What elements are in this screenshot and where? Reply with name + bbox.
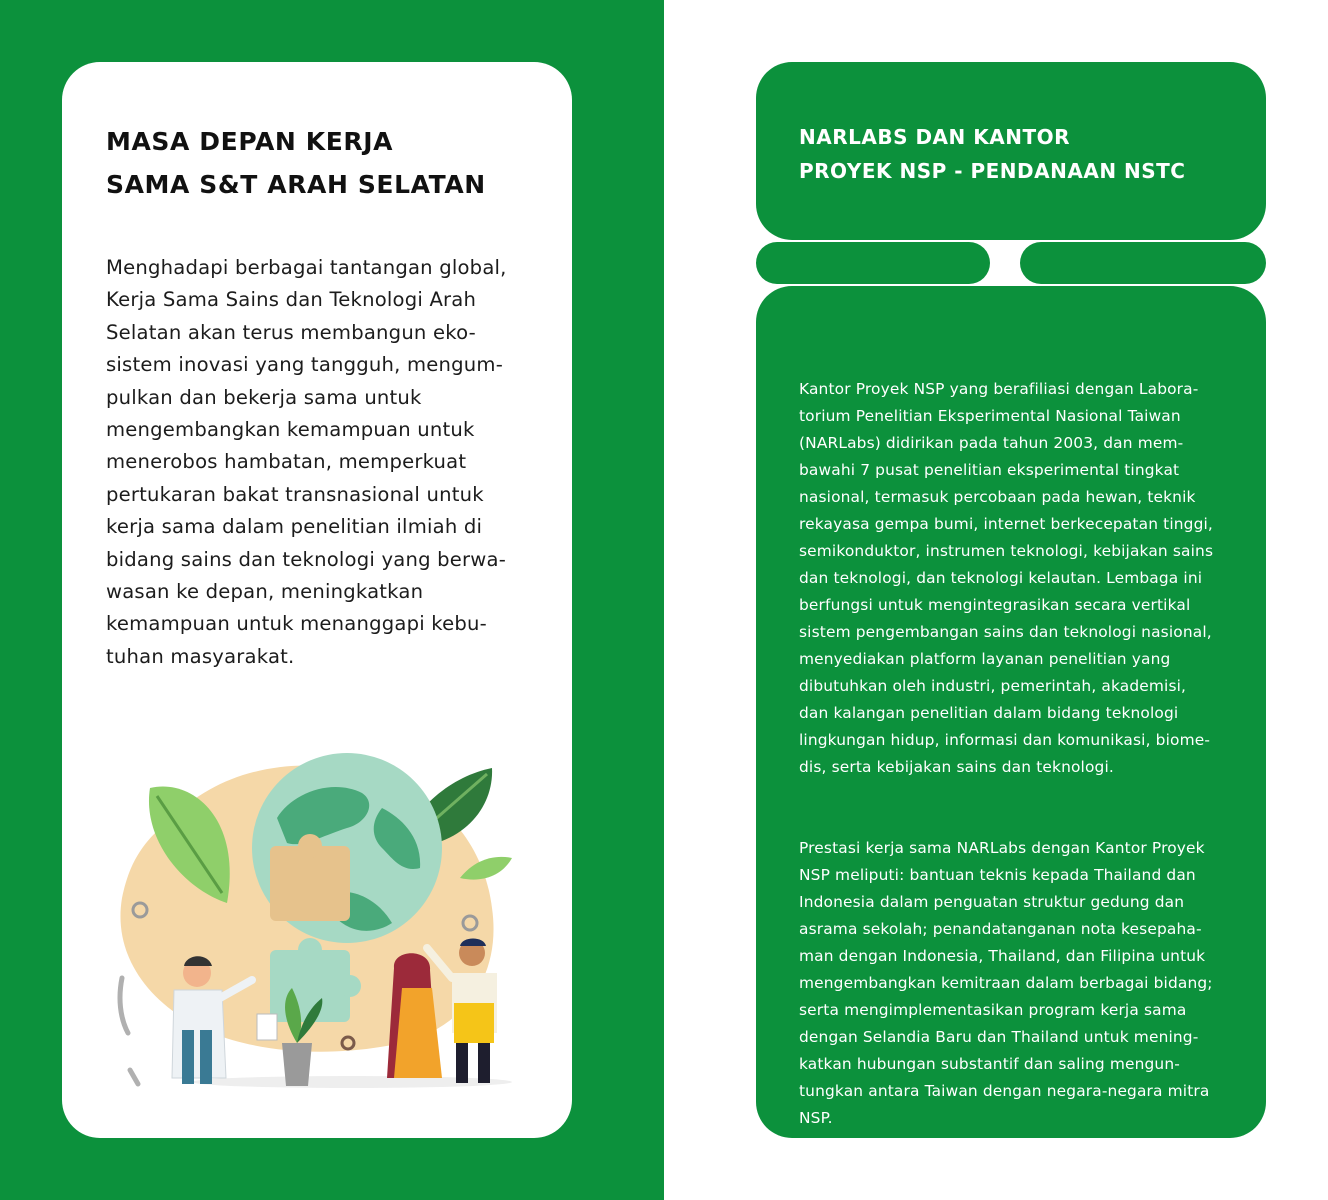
right-paragraph-2: Prestasi kerja sama NARLabs dengan Kantor Proyek NSP meliputi: bantuan teknis kepada Thailand dan Indonesia dalam penguatan struktur gedung dan asrama sekolah; penandatanganan nota kesepaha- man dengan Indonesia, Thailand, dan Filipina untuk mengembangkan kemitraan dalam berbagai bidang; serta mengimplementasikan program kerja sama dengan Selandia Baru dan Thailand untuk mening- katkan hubungan substantif dan saling mengun- tungkan antara Taiwan dengan negara-negara mitra NSP. — [799, 839, 1213, 1127]
left-card — [62, 62, 572, 1138]
left-body-text: Menghadapi berbagai tantangan global, Kerja Sama Sains dan Teknologi Arah Selatan akan terus membangun eko- sistem inovasi yang tangguh, mengum- pulkan dan bekerja sama untuk mengembangkan kemampuan untuk menerobos hambatan, memperkuat pertukaran bakat transnasional untuk kerja sama dalam penelitian ilmiah di bidang sains dan teknologi yang berwa- wasan ke depan, meningkatkan kemampuan untuk menanggapi kebu- tuhan masyarakat. — [106, 256, 507, 668]
connector-pill-right — [1020, 242, 1266, 284]
right-title: NARLABS DAN KANTOR PROYEK NSP - PENDANAAN NSTC — [799, 125, 1186, 183]
right-paragraph-1: Kantor Proyek NSP yang berafiliasi dengan Labora- torium Penelitian Eksperimental Nasional Taiwan (NARLabs) didirikan pada tahun 2003, dan mem- bawahi 7 pusat penelitian eksperimental tingkat nasional, termasuk percobaan pada hewan, teknik rekayasa gempa bumi, internet berkecepatan tinggi, semikonduktor, instrumen teknologi, kebijakan sains dan teknologi, dan teknologi kelautan. Lembaga ini berfungsi untuk mengintegrasikan secara vertikal sistem pengembangan sains dan teknologi nasional, menyediakan platform layanan penelitian yang dibutuhkan oleh industri, pemerintah, akademisi, dan kalangan penelitian dalam bidang teknologi lingkungan hidup, informasi dan komunikasi, biome- dis, serta kebijakan sains dan teknologi. — [799, 380, 1214, 776]
right-header-card — [756, 62, 1266, 240]
connector-pill-left — [756, 242, 990, 284]
left-title: MASA DEPAN KERJA SAMA S&T ARAH SELATAN — [106, 127, 486, 199]
collaboration-illustration — [102, 698, 522, 1098]
right-body-card — [756, 286, 1266, 1138]
potted-plant — [282, 1043, 312, 1086]
right-body-text — [799, 349, 1245, 1186]
